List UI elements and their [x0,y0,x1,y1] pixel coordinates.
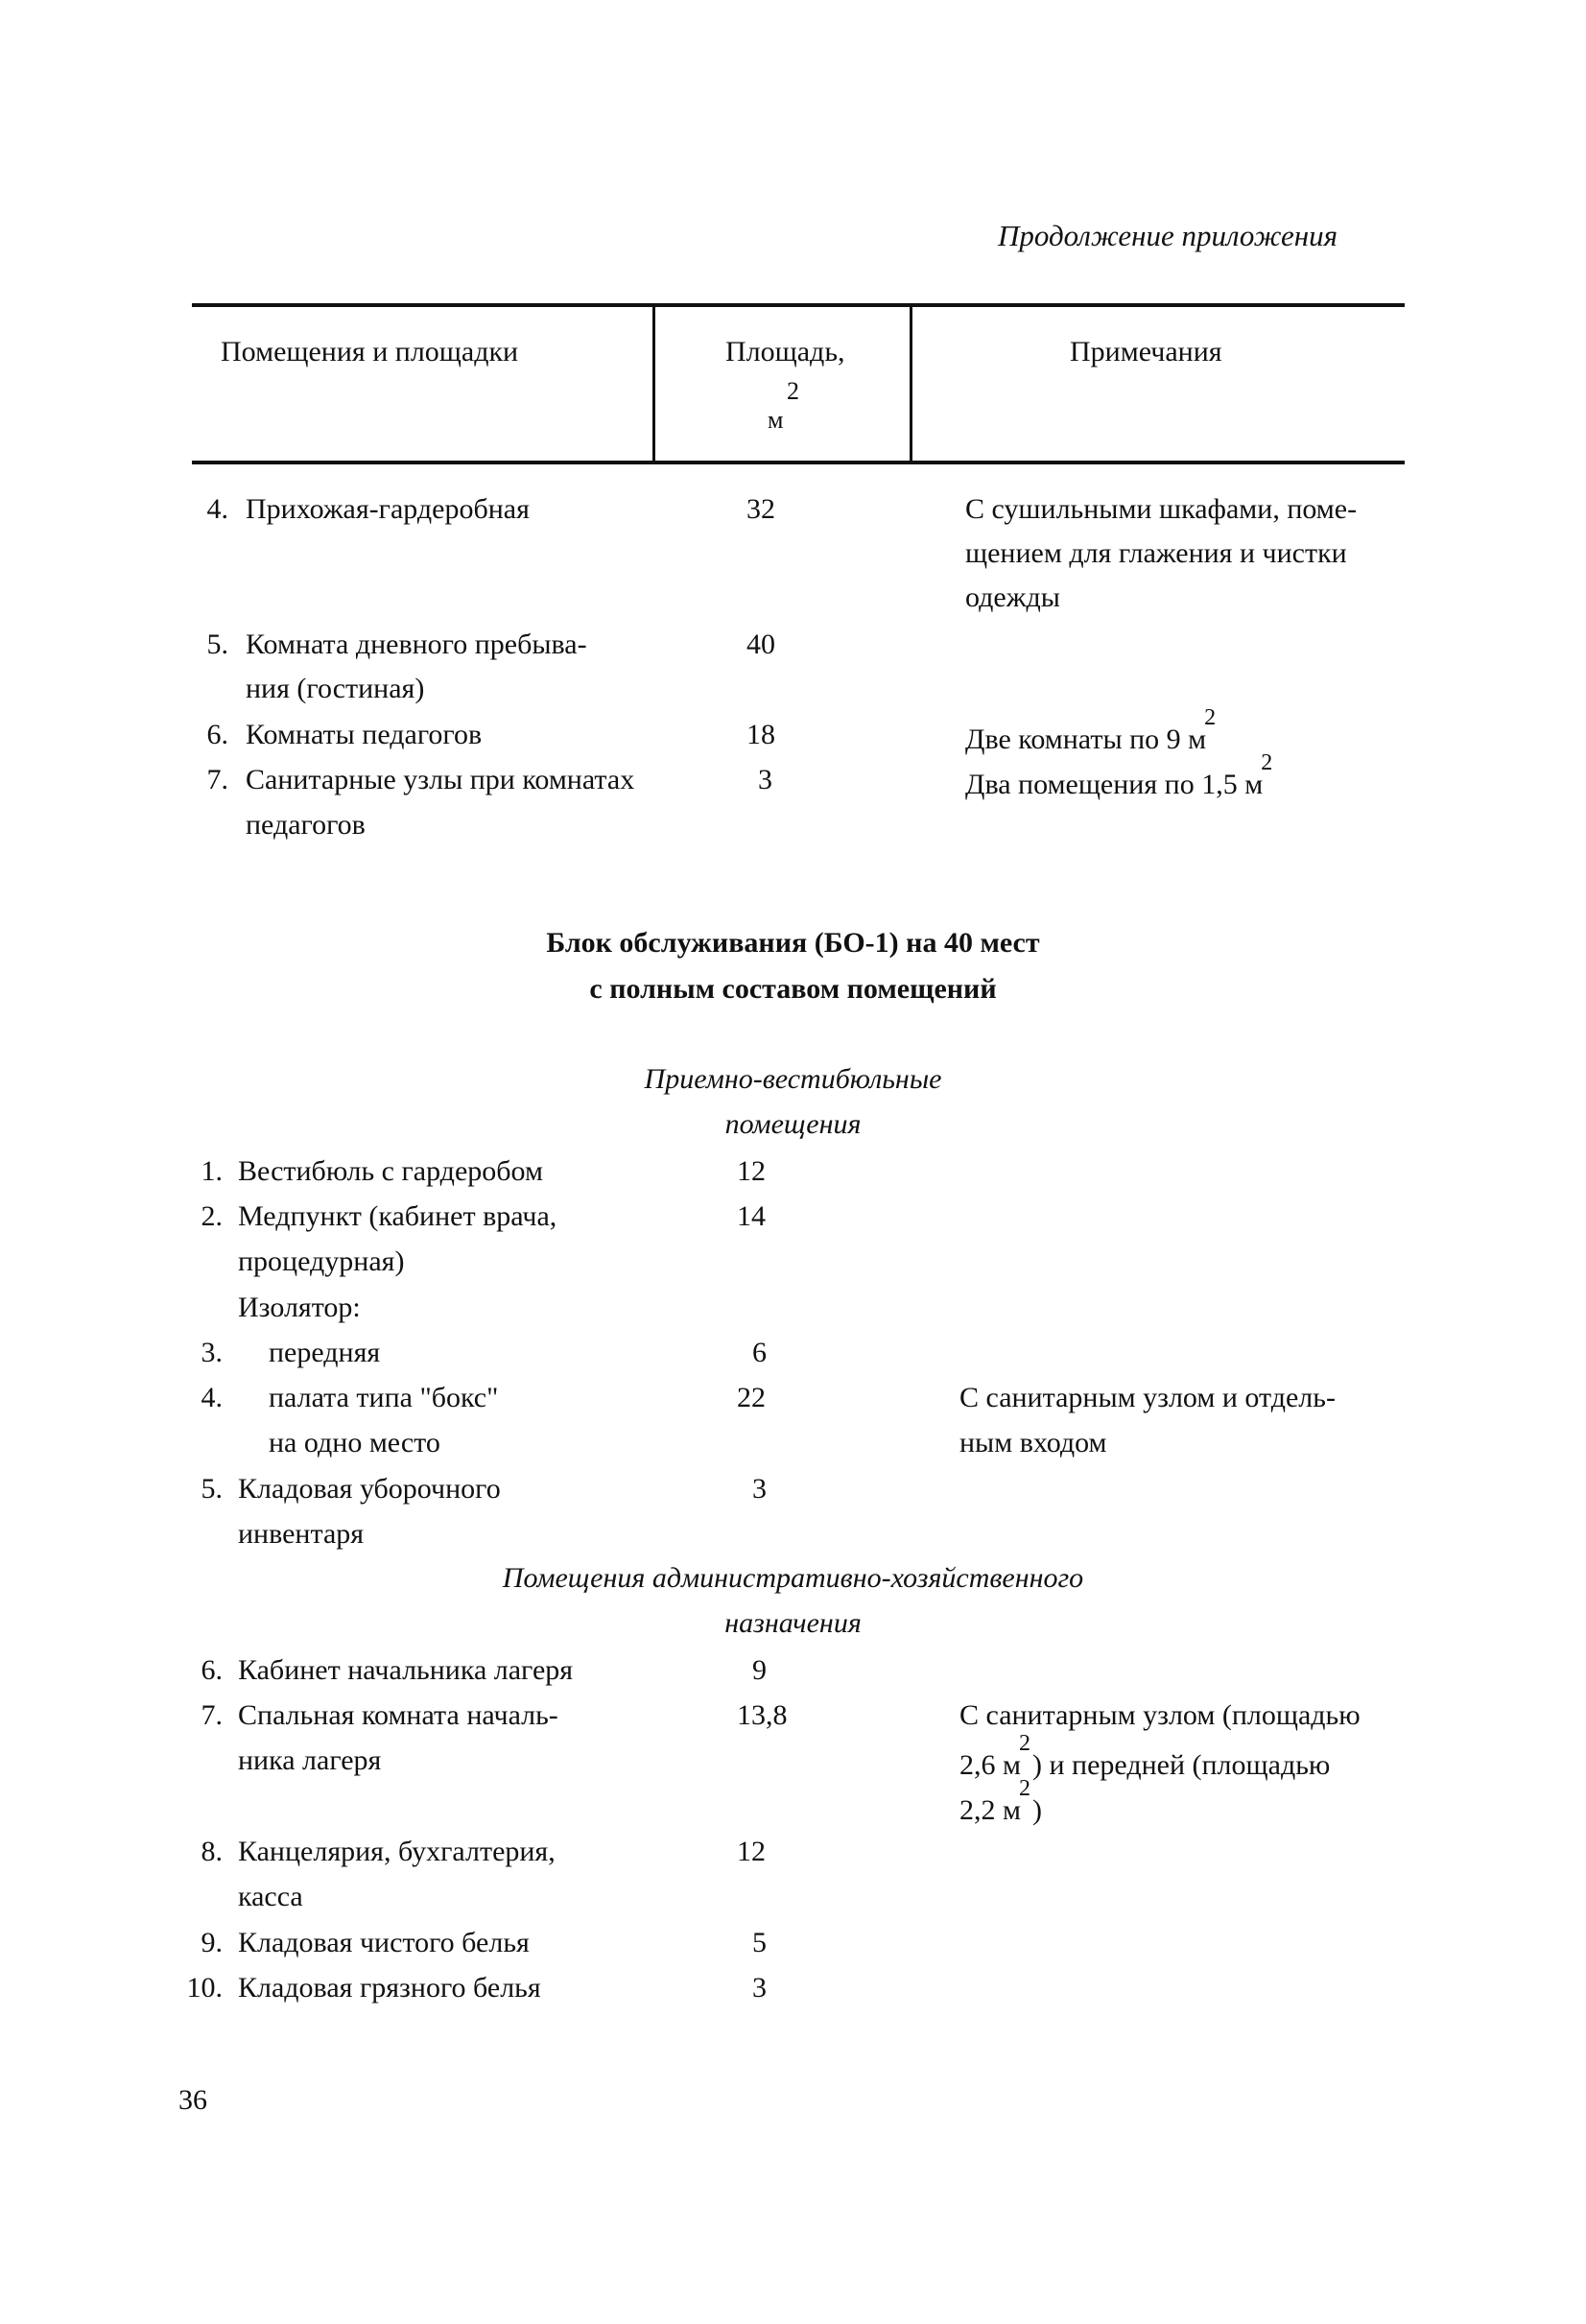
section-heading: Помещения административно-хозяйственного [502,1562,1084,1594]
row-number: 5. [201,1473,223,1505]
row-note: С санитарным узлом (площадью [959,1699,1361,1731]
row-name: Комнаты педагогов [246,719,483,750]
col-header-notes: Примечания [1070,336,1222,368]
row-name: Кладовая уборочного [238,1473,501,1505]
row-number: 10. [186,1972,223,2004]
page-number: 36 [178,2084,207,2116]
row-area: 22 [737,1382,766,1413]
row-number: 4. [201,1382,223,1413]
row-area: 6 [752,1337,767,1368]
block-subtitle: с полным составом помещений [589,973,997,1005]
row-name: Кладовая чистого белья [238,1927,530,1958]
row-area: 3 [752,1473,767,1505]
row-area: 18 [746,719,775,750]
row-number: 4. [206,493,228,525]
row-name: Канцелярия, бухгалтерия, [238,1836,556,1867]
block-title: Блок обслуживания (БО-1) на 40 мест [546,927,1040,959]
row-area: 12 [737,1836,766,1867]
row-area: 32 [746,493,775,525]
row-name: педагогов [246,809,366,841]
row-number: 6. [201,1654,223,1686]
col-header-area: Площадь, [725,336,845,368]
row-number: 2. [201,1200,223,1232]
row-name: инвентаря [238,1518,365,1550]
row-name: передняя [269,1337,381,1368]
row-name: касса [238,1881,303,1912]
row-number: 6. [206,719,228,750]
col-header-rooms: Помещения и площадки [221,336,519,368]
continuation-header: Продолжение приложения [998,219,1338,252]
table-header-rule [192,461,1405,464]
row-number: 7. [206,764,228,795]
row-note: 2,2 $м^2$) [959,1776,1042,1826]
row-note: С сушильными шкафами, поме- [965,493,1358,525]
row-area: 3 [752,1972,767,2004]
row-area: 13,8 [737,1699,788,1731]
row-note: щением для глажения и чистки [965,537,1347,569]
row-name: Кабинет начальника лагеря [238,1654,574,1686]
row-number: 9. [201,1927,223,1958]
row-number: 3. [201,1337,223,1368]
row-area: 5 [752,1927,767,1958]
row-name: на одно место [269,1427,440,1458]
row-note: ным входом [959,1427,1107,1458]
table-top-rule [192,303,1405,307]
row-area: 14 [737,1200,766,1232]
row-name: Комната дневного пребыва- [246,628,587,660]
row-area: 3 [758,764,772,795]
row-name: Прихожая-гардеробная [246,493,530,525]
row-name: Спальная комната началь- [238,1699,558,1731]
row-note: Две комнаты по 9 $м^2$ [965,705,1217,755]
row-name: процедурная) [238,1245,405,1277]
row-name: Вестибюль с гардеробом [238,1155,543,1187]
row-note: С санитарным узлом и отдель- [959,1382,1336,1413]
row-name: ника лагеря [238,1744,382,1776]
row-name: Медпункт (кабинет врача, [238,1200,557,1232]
row-note: 2,6 $м^2$) и передней (площадью [959,1731,1331,1781]
section-heading: Приемно-вестибюльные [644,1063,942,1095]
section-heading: помещения [724,1108,862,1140]
row-number: 8. [201,1836,223,1867]
row-note: одежды [965,581,1060,613]
row-note: Два помещения по 1,5 $м^2$ [965,750,1273,800]
table-divider-1 [652,305,655,462]
row-name: ния (гостиная) [246,673,425,704]
row-number: 7. [201,1699,223,1731]
row-name: Санитарные узлы при комнатах [246,764,635,795]
row-number: 1. [201,1155,223,1187]
row-number: 5. [206,628,228,660]
col-header-area-unit: м [768,406,784,434]
col-header-area-exp: 2 [787,377,799,405]
row-name: Кладовая грязного белья [238,1972,541,2004]
row-area: 12 [737,1155,766,1187]
table-divider-2 [910,305,912,462]
row-area: 40 [746,628,775,660]
row-name: палата типа "бокс" [269,1382,499,1413]
section-heading: назначения [724,1607,862,1639]
isolator-label: Изолятор: [238,1292,361,1323]
row-area: 9 [752,1654,767,1686]
